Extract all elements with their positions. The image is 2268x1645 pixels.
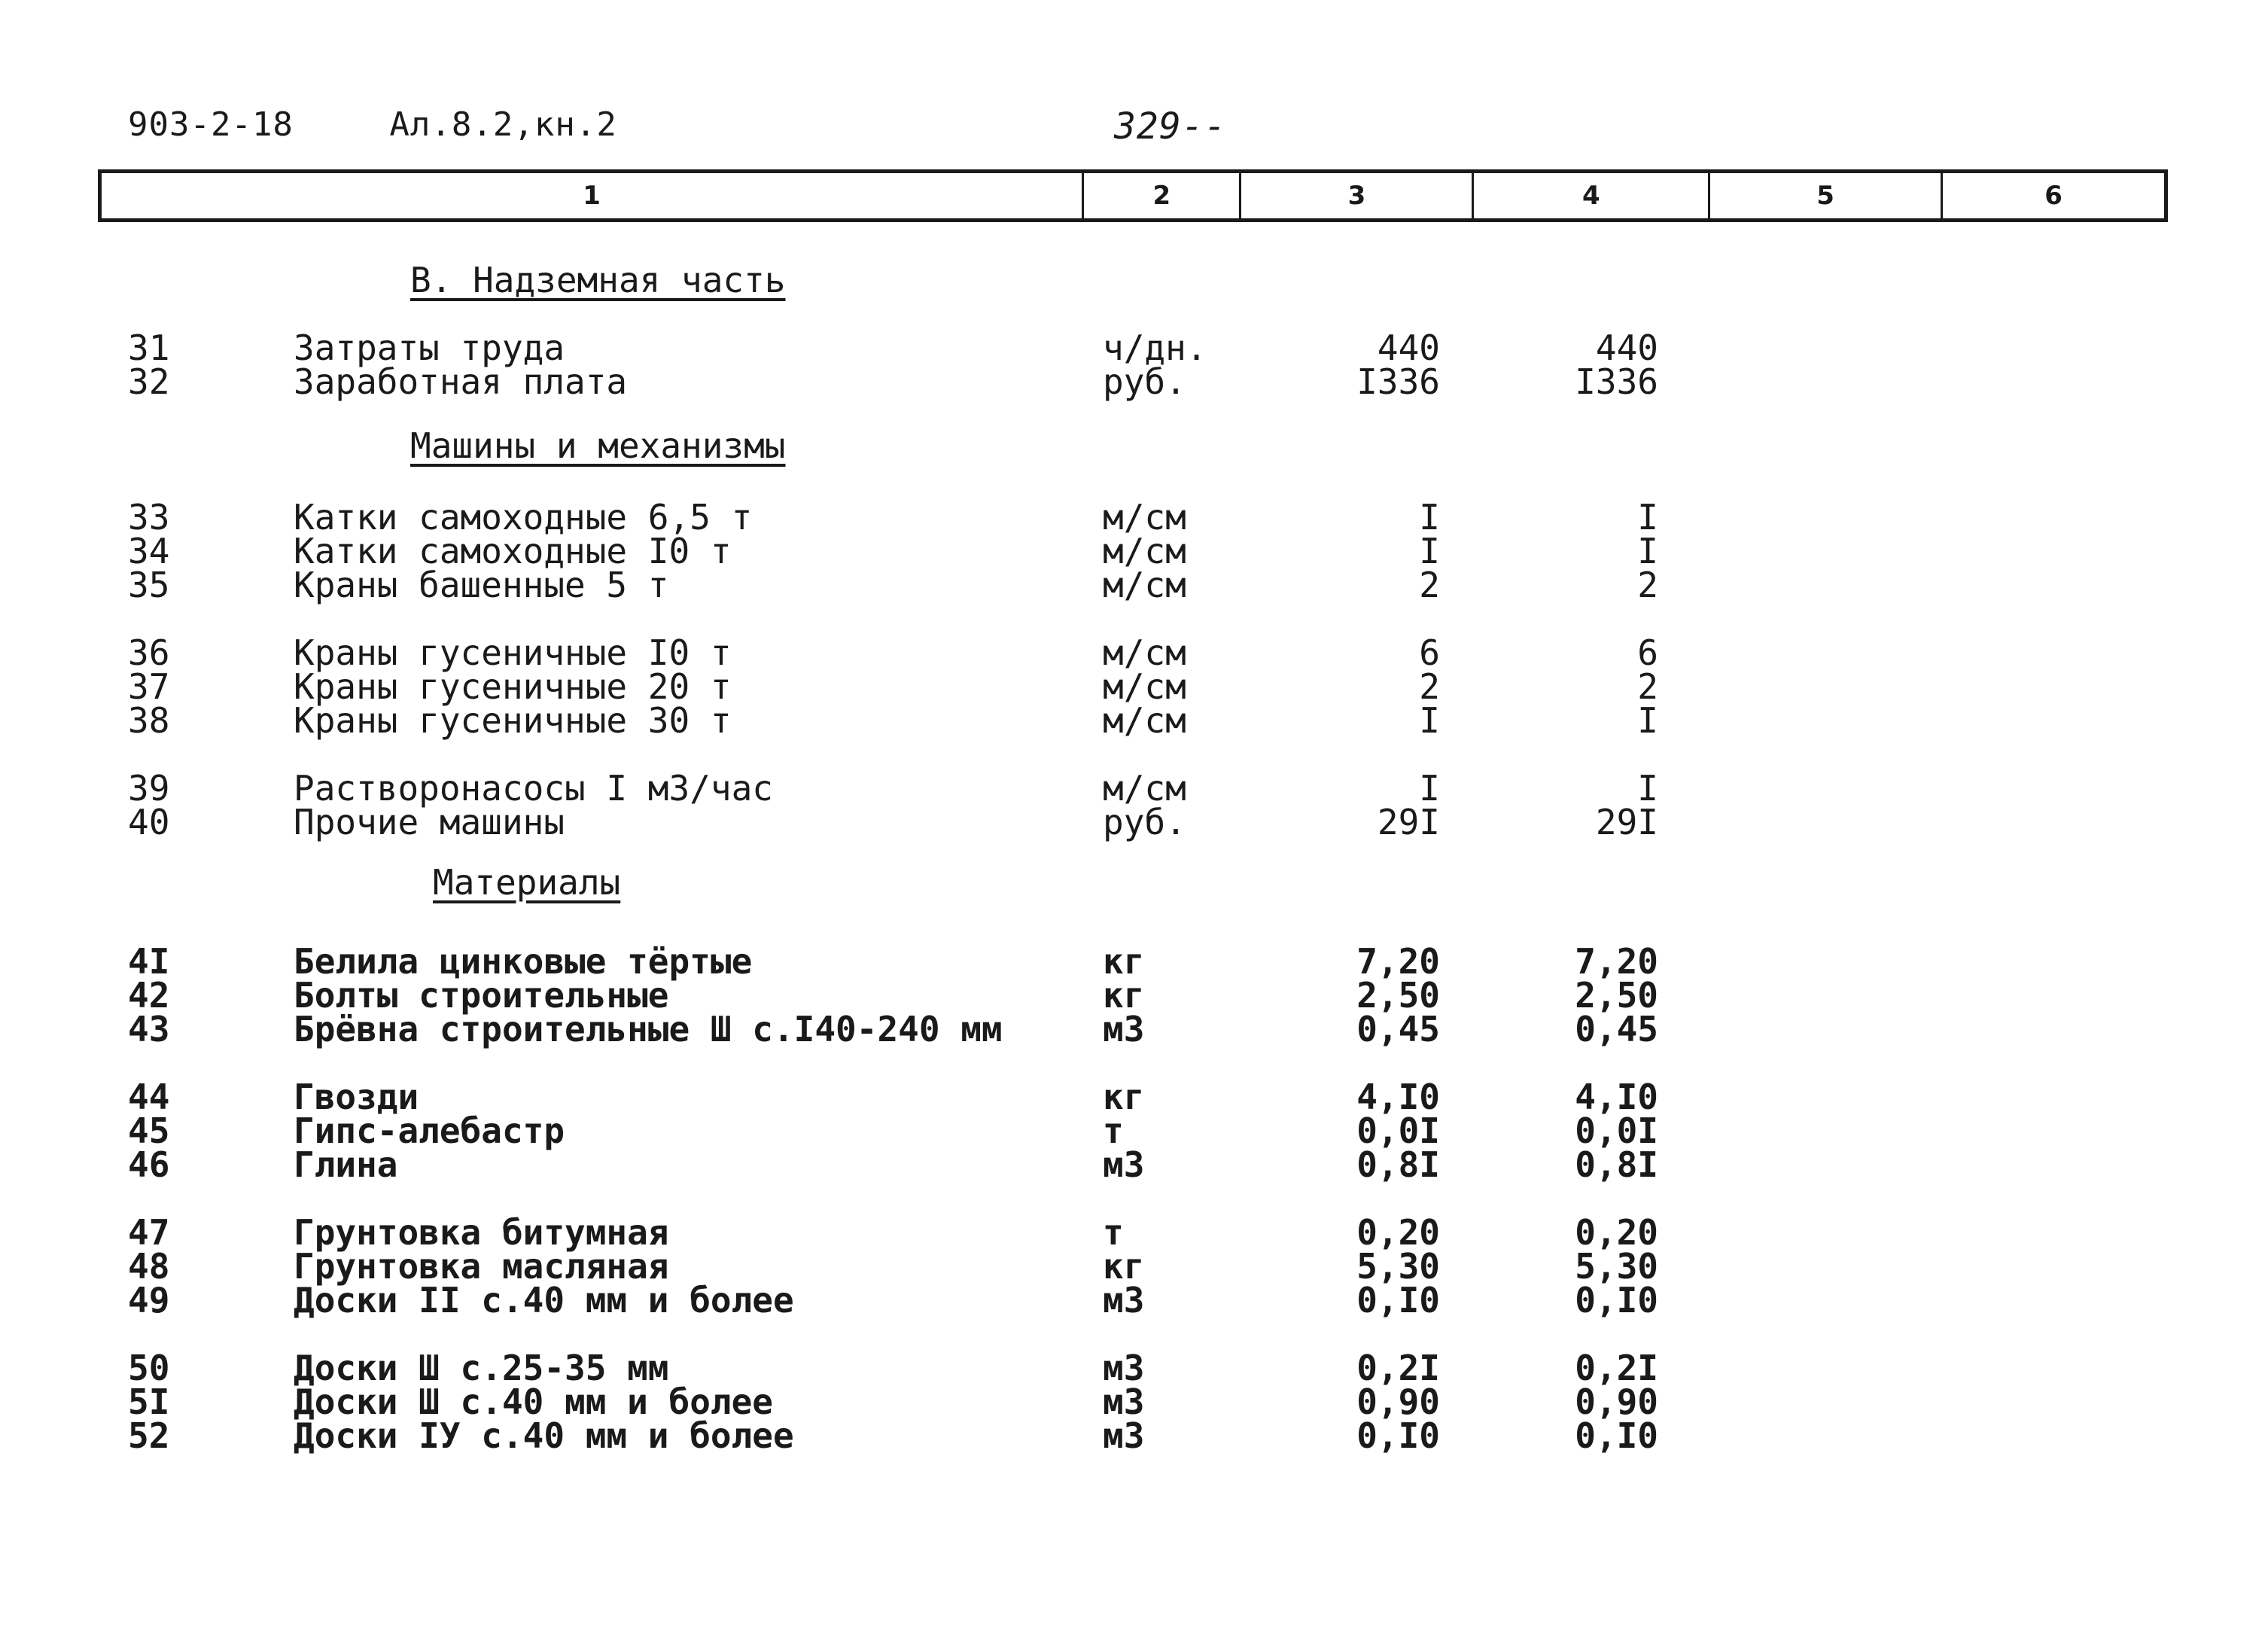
table-row xyxy=(0,327,2268,368)
row-value-col4: 29I xyxy=(1595,802,1658,842)
row-value-col3: 2 xyxy=(1419,565,1440,605)
row-value-col4: 0,2I xyxy=(1575,1348,1658,1388)
row-name: Гвозди xyxy=(294,1077,419,1117)
row-name: Глина xyxy=(294,1144,398,1185)
row-value-col3: 5,30 xyxy=(1356,1246,1440,1287)
row-unit: кг xyxy=(1103,941,1145,982)
column-header-5: 5 xyxy=(1710,173,1943,218)
table-row xyxy=(0,361,2268,402)
table-row xyxy=(0,1077,2268,1117)
row-unit: ч/дн. xyxy=(1103,327,1207,368)
row-value-col3: 0,I0 xyxy=(1356,1415,1440,1456)
row-unit: кг xyxy=(1103,1077,1145,1117)
row-number: 33 xyxy=(128,497,170,538)
row-unit: м/см xyxy=(1103,497,1186,538)
doc-code: 903-2-18 xyxy=(128,105,294,144)
row-value-col4: 0,8I xyxy=(1575,1144,1658,1185)
row-name: Доски Ш с.40 мм и более xyxy=(294,1381,773,1422)
row-number: 52 xyxy=(128,1415,170,1456)
row-value-col3: 0,I0 xyxy=(1356,1280,1440,1321)
row-value-col4: 0,90 xyxy=(1575,1381,1658,1422)
row-name: Доски IУ с.40 мм и более xyxy=(294,1415,794,1456)
row-value-col4: I xyxy=(1637,700,1658,741)
table-row xyxy=(0,941,2268,982)
table-row xyxy=(0,531,2268,571)
row-value-col4: 0,45 xyxy=(1575,1009,1658,1049)
table-row xyxy=(0,1348,2268,1388)
row-value-col3: 0,0I xyxy=(1356,1110,1440,1151)
row-value-col3: I xyxy=(1419,531,1440,571)
row-number: 35 xyxy=(128,565,170,605)
table-row xyxy=(0,802,2268,842)
row-unit: руб. xyxy=(1103,802,1186,842)
row-value-col3: 0,90 xyxy=(1356,1381,1440,1422)
row-value-col3: 2 xyxy=(1419,666,1440,707)
row-value-col3: 0,20 xyxy=(1356,1212,1440,1253)
row-value-col3: I xyxy=(1419,700,1440,741)
row-unit: т xyxy=(1103,1212,1124,1253)
table-row xyxy=(0,768,2268,809)
row-number: 42 xyxy=(128,975,170,1016)
row-value-col4: 5,30 xyxy=(1575,1246,1658,1287)
table-row xyxy=(0,1009,2268,1049)
row-name: Катки самоходные 6,5 т xyxy=(294,497,753,538)
row-value-col4: 2 xyxy=(1637,666,1658,707)
row-name: Растворонасосы I м3/час xyxy=(294,768,773,809)
table-row xyxy=(0,1415,2268,1456)
row-unit: м/см xyxy=(1103,632,1186,673)
column-header-4: 4 xyxy=(1474,173,1710,218)
row-number: 47 xyxy=(128,1212,170,1253)
row-number: 5I xyxy=(128,1381,170,1422)
row-unit: руб. xyxy=(1103,361,1186,402)
row-number: 45 xyxy=(128,1110,170,1151)
row-number: 44 xyxy=(128,1077,170,1117)
row-unit: кг xyxy=(1103,975,1145,1016)
column-header-1: 1 xyxy=(102,173,1084,218)
row-value-col3: 0,2I xyxy=(1356,1348,1440,1388)
row-number: 32 xyxy=(128,361,170,402)
row-number: 36 xyxy=(128,632,170,673)
row-number: 40 xyxy=(128,802,170,842)
row-value-col3: I xyxy=(1419,768,1440,809)
row-value-col3: 6 xyxy=(1419,632,1440,673)
row-unit: м3 xyxy=(1103,1144,1145,1185)
row-number: 50 xyxy=(128,1348,170,1388)
row-number: 31 xyxy=(128,327,170,368)
row-name: Доски II с.40 мм и более xyxy=(294,1280,794,1321)
row-number: 43 xyxy=(128,1009,170,1049)
row-value-col3: 440 xyxy=(1377,327,1440,368)
row-unit: кг xyxy=(1103,1246,1145,1287)
row-value-col3: 4,I0 xyxy=(1356,1077,1440,1117)
row-number: 49 xyxy=(128,1280,170,1321)
table-row xyxy=(0,1110,2268,1151)
column-header-2: 2 xyxy=(1084,173,1241,218)
table-row xyxy=(0,666,2268,707)
row-value-col4: 0,I0 xyxy=(1575,1280,1658,1321)
column-header-3: 3 xyxy=(1241,173,1474,218)
row-value-col3: 2,50 xyxy=(1356,975,1440,1016)
row-number: 38 xyxy=(128,700,170,741)
row-value-col4: 0,20 xyxy=(1575,1212,1658,1253)
row-unit: м3 xyxy=(1103,1415,1145,1456)
row-unit: м3 xyxy=(1103,1280,1145,1321)
page-number: 329-- xyxy=(1114,105,1227,148)
row-unit: т xyxy=(1103,1110,1124,1151)
row-unit: м3 xyxy=(1103,1348,1145,1388)
table-row xyxy=(0,975,2268,1016)
table-row xyxy=(0,1381,2268,1422)
row-value-col4: 2,50 xyxy=(1575,975,1658,1016)
row-name: Гипс-алебастр xyxy=(294,1110,565,1151)
row-value-col4: I336 xyxy=(1575,361,1658,402)
column-header-6: 6 xyxy=(2044,181,2063,211)
row-unit: м/см xyxy=(1103,531,1186,571)
row-value-col4: 0,0I xyxy=(1575,1110,1658,1151)
table-row xyxy=(0,700,2268,741)
row-value-col3: 0,8I xyxy=(1356,1144,1440,1185)
row-unit: м/см xyxy=(1103,565,1186,605)
row-unit: м3 xyxy=(1103,1009,1145,1049)
row-value-col4: 6 xyxy=(1637,632,1658,673)
row-name: Краны башенные 5 т xyxy=(294,565,669,605)
row-unit: м/см xyxy=(1103,700,1186,741)
row-number: 4I xyxy=(128,941,170,982)
table-row xyxy=(0,1246,2268,1287)
row-name: Заработная плата xyxy=(294,361,628,402)
row-value-col4: 440 xyxy=(1595,327,1658,368)
row-name: Краны гусеничные I0 т xyxy=(294,632,732,673)
row-value-col4: I xyxy=(1637,531,1658,571)
row-name: Краны гусеничные 30 т xyxy=(294,700,732,741)
row-name: Грунтовка масляная xyxy=(294,1246,669,1287)
table-row xyxy=(0,565,2268,605)
row-value-col4: I xyxy=(1637,768,1658,809)
row-name: Краны гусеничные 20 т xyxy=(294,666,732,707)
table-row xyxy=(0,1144,2268,1185)
row-number: 39 xyxy=(128,768,170,809)
table-row xyxy=(0,497,2268,538)
row-unit: м3 xyxy=(1103,1381,1145,1422)
row-value-col4: 7,20 xyxy=(1575,941,1658,982)
row-value-col4: 4,I0 xyxy=(1575,1077,1658,1117)
row-unit: м/см xyxy=(1103,666,1186,707)
row-name: Катки самоходные I0 т xyxy=(294,531,732,571)
row-name: Брёвна строительные Ш с.I40-240 мм xyxy=(294,1009,1003,1049)
row-value-col3: 29I xyxy=(1377,802,1440,842)
table-row xyxy=(0,1212,2268,1253)
row-value-col3: I xyxy=(1419,497,1440,538)
row-unit: м/см xyxy=(1103,768,1186,809)
album-ref: Ал.8.2,кн.2 xyxy=(389,105,617,144)
section-title-materials: Материалы xyxy=(433,862,621,903)
row-value-col3: I336 xyxy=(1356,361,1440,402)
row-value-col4: 2 xyxy=(1637,565,1658,605)
row-value-col3: 7,20 xyxy=(1356,941,1440,982)
section-title-machines: Машины и механизмы xyxy=(410,425,786,466)
row-name: Белила цинковые тёртые xyxy=(294,941,753,982)
row-name: Доски Ш с.25-35 мм xyxy=(294,1348,669,1388)
row-name: Прочие машины xyxy=(294,802,565,842)
row-number: 48 xyxy=(128,1246,170,1287)
row-value-col4: I xyxy=(1637,497,1658,538)
row-value-col4: 0,I0 xyxy=(1575,1415,1658,1456)
page-header xyxy=(128,105,1227,148)
column-header-row xyxy=(98,169,2168,222)
row-name: Затраты труда xyxy=(294,327,565,368)
row-number: 34 xyxy=(128,531,170,571)
table-row xyxy=(0,632,2268,673)
row-number: 37 xyxy=(128,666,170,707)
row-name: Болты строительные xyxy=(294,975,669,1016)
table-row xyxy=(0,1280,2268,1321)
row-name: Грунтовка битумная xyxy=(294,1212,669,1253)
section-title-above-ground: В. Надземная часть xyxy=(410,260,786,300)
row-number: 46 xyxy=(128,1144,170,1185)
row-value-col3: 0,45 xyxy=(1356,1009,1440,1049)
